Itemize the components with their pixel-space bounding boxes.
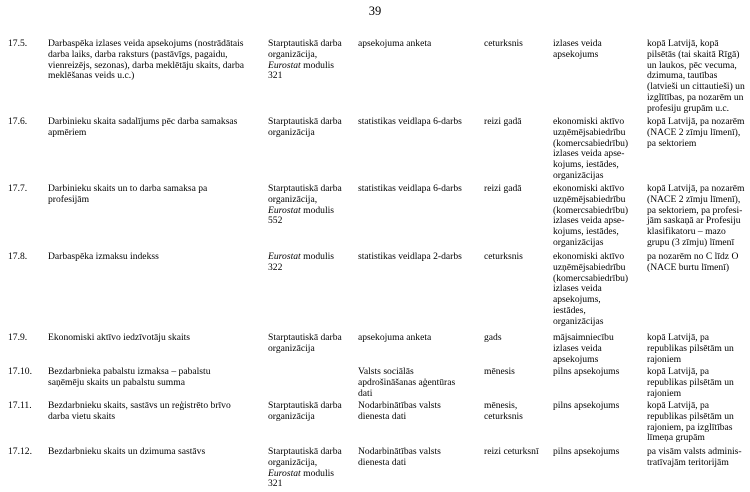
coverage: mājsaimniecību izlases veida apsekojums bbox=[553, 332, 614, 365]
source-module: modulis 321 bbox=[268, 467, 335, 490]
collection-method: statistikas veidlapa 6-darbs bbox=[358, 116, 462, 127]
periodicity: mēnesis bbox=[484, 366, 515, 377]
indicator-name: Ekonomiski aktīvo iedzīvotāju skaits bbox=[48, 332, 191, 343]
disaggregation: pa visām valsts adminis- tratīvajām teritorijām bbox=[647, 446, 742, 468]
source-eurostat: Eurostat bbox=[268, 204, 301, 216]
row-number: 17.6. bbox=[8, 116, 28, 127]
indicator-name: Darbaspēka izmaksu indekss bbox=[48, 251, 159, 262]
indicator-name: Bezdarbnieku skaits un dzimuma sastāvs bbox=[48, 446, 206, 457]
disaggregation: kopā Latvijā, kopā pilsētās (tai skaitā Rīgā) un laukos, pēc vecuma, dzimuma, tautības (latvieši un cittautieši) un izglītības, pa nozarēm un profesiju grupām u.c. bbox=[647, 38, 745, 114]
collection-method: statistikas veidlapa 6-darbs bbox=[358, 183, 462, 194]
source-org: Starptautiskā darba organizācija, bbox=[268, 38, 342, 60]
disaggregation: kopā Latvijā, pa republikas pilsētām un rajoniem, pa izglītības līmeņa grupām bbox=[647, 400, 734, 444]
disaggregation: kopā Latvijā, pa nozarēm (NACE 2 zīmju līmenī), pa sektoriem bbox=[647, 116, 745, 149]
disaggregation: kopā Latvijā, pa nozarēm (NACE 2 zīmju līmenī), pa sektoriem, pa profesi- jām saskaņā ar Profesiju klasifikatoru – mazo grupu (3 zīmju) līmenī bbox=[647, 183, 745, 248]
coverage: pilns apsekojums bbox=[553, 446, 620, 457]
periodicity: reizi gadā bbox=[484, 183, 522, 194]
periodicity: ceturksnis bbox=[484, 38, 523, 49]
row-number: 17.12. bbox=[8, 446, 32, 457]
source-eurostat: Eurostat bbox=[268, 59, 301, 71]
data-source bbox=[268, 252, 354, 274]
collection-method: Nodarbinātības valsts dienesta dati bbox=[358, 446, 441, 468]
source-eurostat: Eurostat bbox=[268, 251, 301, 262]
periodicity: reizi ceturksnī bbox=[484, 446, 539, 457]
coverage: pilns apsekojums bbox=[553, 400, 620, 411]
collection-method: apsekojuma anketa bbox=[358, 332, 432, 343]
source-eurostat: Eurostat bbox=[268, 467, 301, 479]
source-org: Starptautiskā darba organizācija, bbox=[268, 446, 342, 468]
data-source: Starptautiskā darba organizācija bbox=[268, 332, 342, 354]
source-org: Starptautiskā darba organizācija, bbox=[268, 183, 342, 205]
coverage: pilns apsekojums bbox=[553, 366, 620, 377]
periodicity: mēnesis, ceturksnis bbox=[484, 400, 523, 422]
data-source: Starptautiskā darba organizācija bbox=[268, 400, 342, 422]
row-number: 17.8. bbox=[8, 251, 28, 262]
row-number: 17.7. bbox=[8, 183, 28, 194]
collection-method: Valsts sociālās apdrošināšanas aģentūras dati bbox=[358, 366, 456, 399]
coverage: ekonomiski aktīvo uzņēmējsabiedrību (komercsabiedrību) izlases veida apsekojums, iestādes, organizācijas bbox=[553, 251, 629, 327]
coverage: ekonomiski aktīvo uzņēmējsabiedrību (komercsabiedrību) izlases veida apse- kojums, iestādes, organizācijas bbox=[553, 116, 629, 181]
page-number: 39 bbox=[368, 4, 382, 18]
disaggregation: kopā Latvijā, pa republikas pilsētām un rajoniem bbox=[647, 366, 734, 399]
disaggregation: pa nozarēm no C līdz O (NACE burtu līmenī) bbox=[647, 251, 739, 273]
periodicity: ceturksnis bbox=[484, 251, 523, 262]
periodicity: reizi gadā bbox=[484, 116, 522, 127]
source-module: modulis 552 bbox=[268, 204, 335, 227]
indicator-name: Darbinieku skaita sadalījums pēc darba samaksas apmēriem bbox=[48, 116, 238, 138]
data-source bbox=[268, 447, 354, 490]
source-module: modulis 321 bbox=[268, 59, 335, 82]
source-module: modulis 322 bbox=[268, 251, 335, 273]
collection-method: Nodarbinātības valsts dienesta dati bbox=[358, 400, 441, 422]
row-number: 17.10. bbox=[8, 366, 32, 377]
disaggregation: kopā Latvijā, pa republikas pilsētām un rajoniem bbox=[647, 332, 734, 365]
indicator-name: Bezdarbnieku skaits, sastāvs un reģistrēto brīvo darba vietu skaits bbox=[48, 400, 231, 422]
indicator-name: Darbaspēka izlases veida apsekojums (nostrādātais darba laiks, darba raksturs (pastāvīgs, pagaidu, vienreizējs, sezonas), darba meklētāju skaits, darba meklēšanas veids u.c.) bbox=[48, 38, 245, 82]
periodicity: gads bbox=[484, 332, 502, 343]
row-number: 17.9. bbox=[8, 332, 28, 343]
data-source: Starptautiskā darba organizācija bbox=[268, 116, 342, 138]
coverage: izlases veida apsekojums bbox=[553, 38, 602, 60]
data-source bbox=[268, 39, 354, 82]
row-number: 17.11. bbox=[8, 400, 32, 411]
row-number: 17.5. bbox=[8, 38, 28, 49]
data-source bbox=[268, 184, 354, 227]
indicator-name: Bezdarbnieka pabalstu izmaksa – pabalstu saņēmēju skaits un pabalstu summa bbox=[48, 366, 211, 388]
indicator-name: Darbinieku skaits un to darba samaksa pa profesijām bbox=[48, 183, 208, 205]
collection-method: apsekojuma anketa bbox=[358, 38, 432, 49]
collection-method: statistikas veidlapa 2-darbs bbox=[358, 251, 462, 262]
coverage: ekonomiski aktīvo uzņēmējsabiedrību (komercsabiedrību) izlases veida apse- kojums, iestādes, organizācijas bbox=[553, 183, 629, 248]
